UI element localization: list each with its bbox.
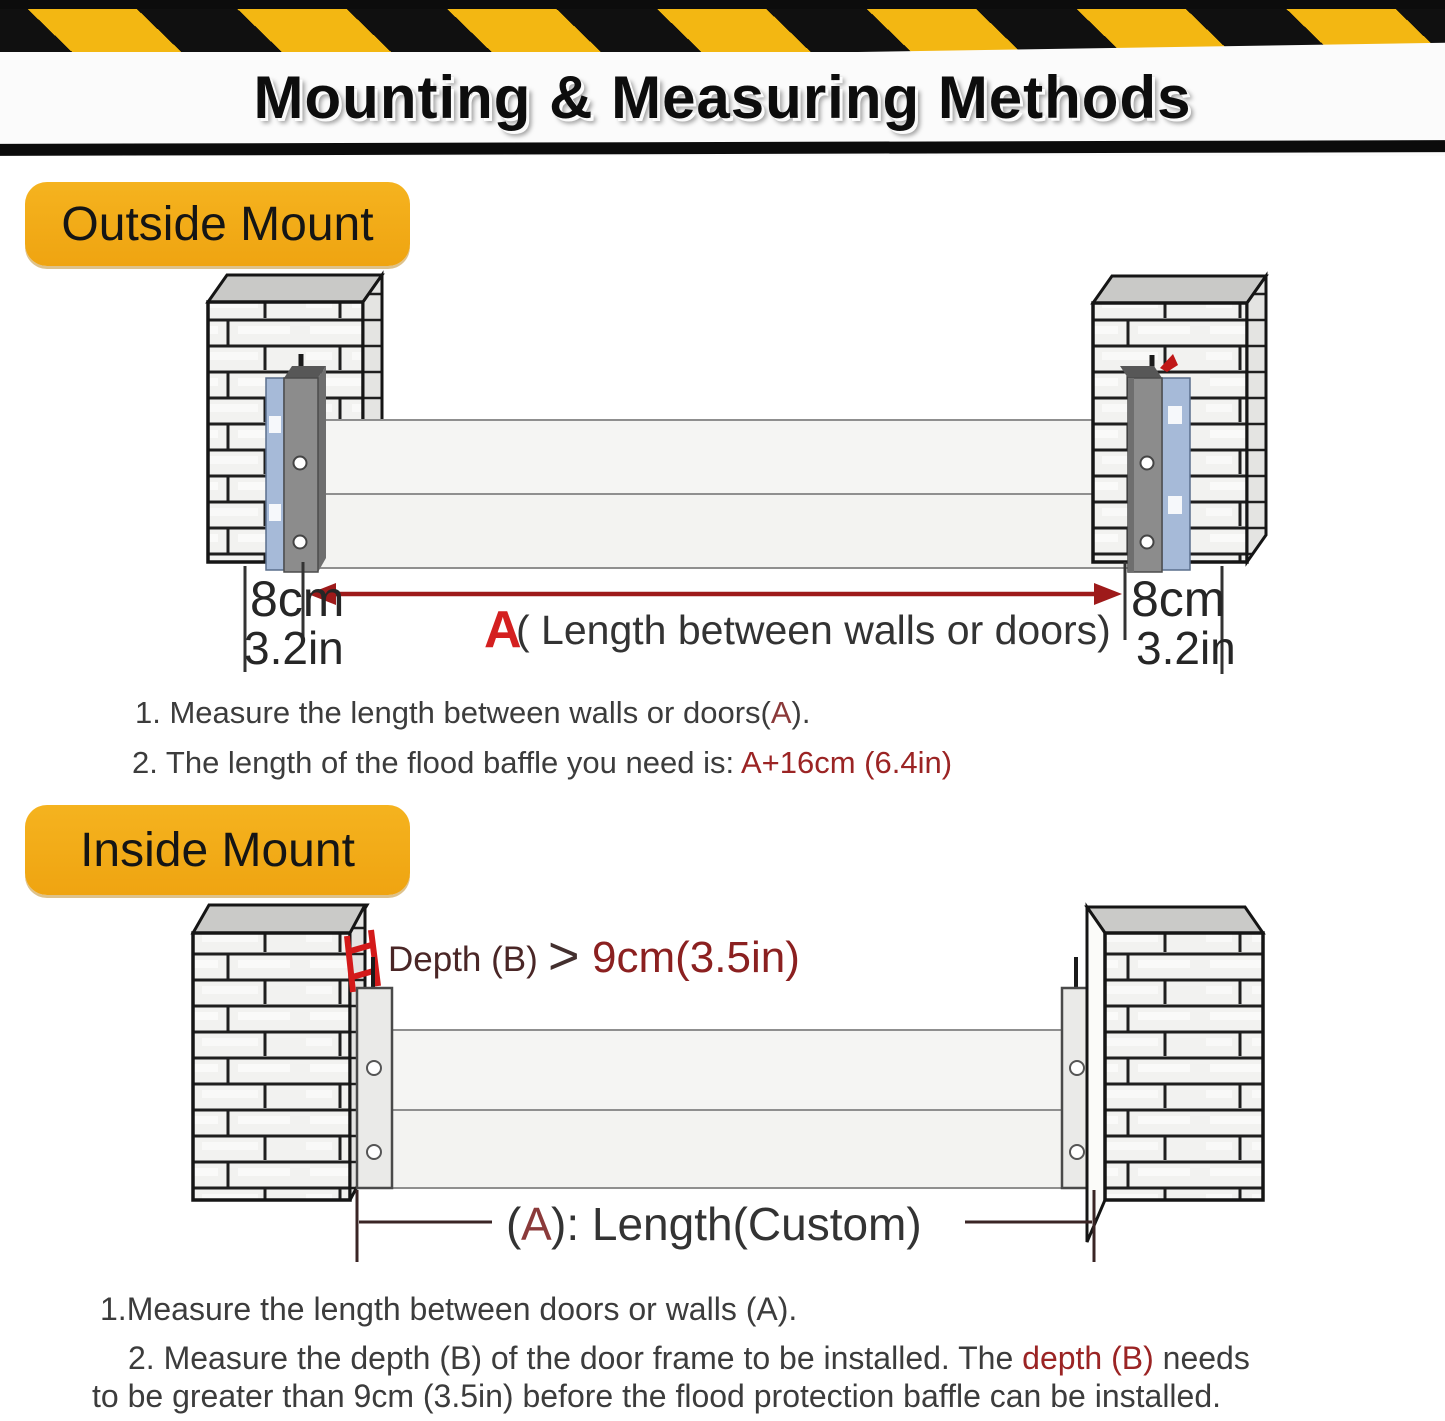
length-label-a: A	[521, 1198, 552, 1250]
length-arrow	[308, 583, 1122, 605]
length-label-post: ): Length(Custom)	[551, 1198, 922, 1250]
inside-step-2-line-2: to be greater than 9cm (3.5in) before the flood protection baffle can be installed.	[92, 1378, 1222, 1414]
flood-barrier-panels	[318, 420, 1131, 568]
screw-hole	[1141, 457, 1154, 470]
banner-bottom-bar	[0, 140, 1445, 156]
outside-step-1: 1. Measure the length between walls or doors(A).	[135, 695, 811, 730]
top-black-bar	[0, 0, 1445, 9]
screw-hole	[367, 1145, 381, 1159]
screw-hole	[1070, 1061, 1084, 1075]
screw-hole	[1070, 1145, 1084, 1159]
inside-step-1: 1.Measure the length between doors or walls (A).	[100, 1291, 798, 1327]
screw-hole	[367, 1061, 381, 1075]
left-offset-cm: 8cm	[250, 571, 345, 627]
screw-hole	[1141, 536, 1154, 549]
right-offset-cm: 8cm	[1131, 571, 1226, 627]
outside-mount-badge-label: Outside Mount	[61, 197, 374, 251]
title-band	[0, 52, 1445, 142]
outside-mount-badge	[25, 182, 410, 266]
outside-left-bracket	[266, 354, 326, 572]
inside-left-channel	[357, 957, 392, 1188]
depth-gt-sign: >	[548, 926, 580, 986]
span-label-text: ( Length between walls or doors)	[516, 607, 1111, 653]
depth-label: Depth (B)	[388, 940, 538, 979]
seal-strip	[266, 378, 284, 570]
inside-step-2: 2. Measure the depth (B) of the door frame to be installed. The depth (B) needs	[128, 1340, 1250, 1376]
outside-mount-diagram	[0, 266, 1445, 678]
inside-left-pillar	[193, 905, 367, 1200]
inside-right-pillar	[1087, 907, 1263, 1242]
left-offset-in: 3.2in	[244, 622, 344, 674]
length-label-pre: (	[506, 1198, 522, 1250]
depth-value: 9cm(3.5in)	[592, 933, 800, 982]
header-banner	[0, 0, 1445, 156]
inside-mount-diagram	[0, 900, 1445, 1280]
page-title: Mounting & Measuring Methods	[253, 63, 1192, 131]
screw-hole	[294, 536, 307, 549]
flood-barrier-panels	[392, 1030, 1062, 1188]
outside-step-2: 2. The length of the flood baffle you need is: A+16cm (6.4in)	[132, 745, 953, 780]
screw-hole	[294, 457, 307, 470]
span-label-a: A	[484, 601, 522, 659]
inside-mount-badge-label: Inside Mount	[80, 823, 355, 877]
right-offset-in: 3.2in	[1136, 622, 1236, 674]
outside-right-bracket	[1120, 354, 1190, 572]
inside-mount-badge	[25, 805, 410, 895]
